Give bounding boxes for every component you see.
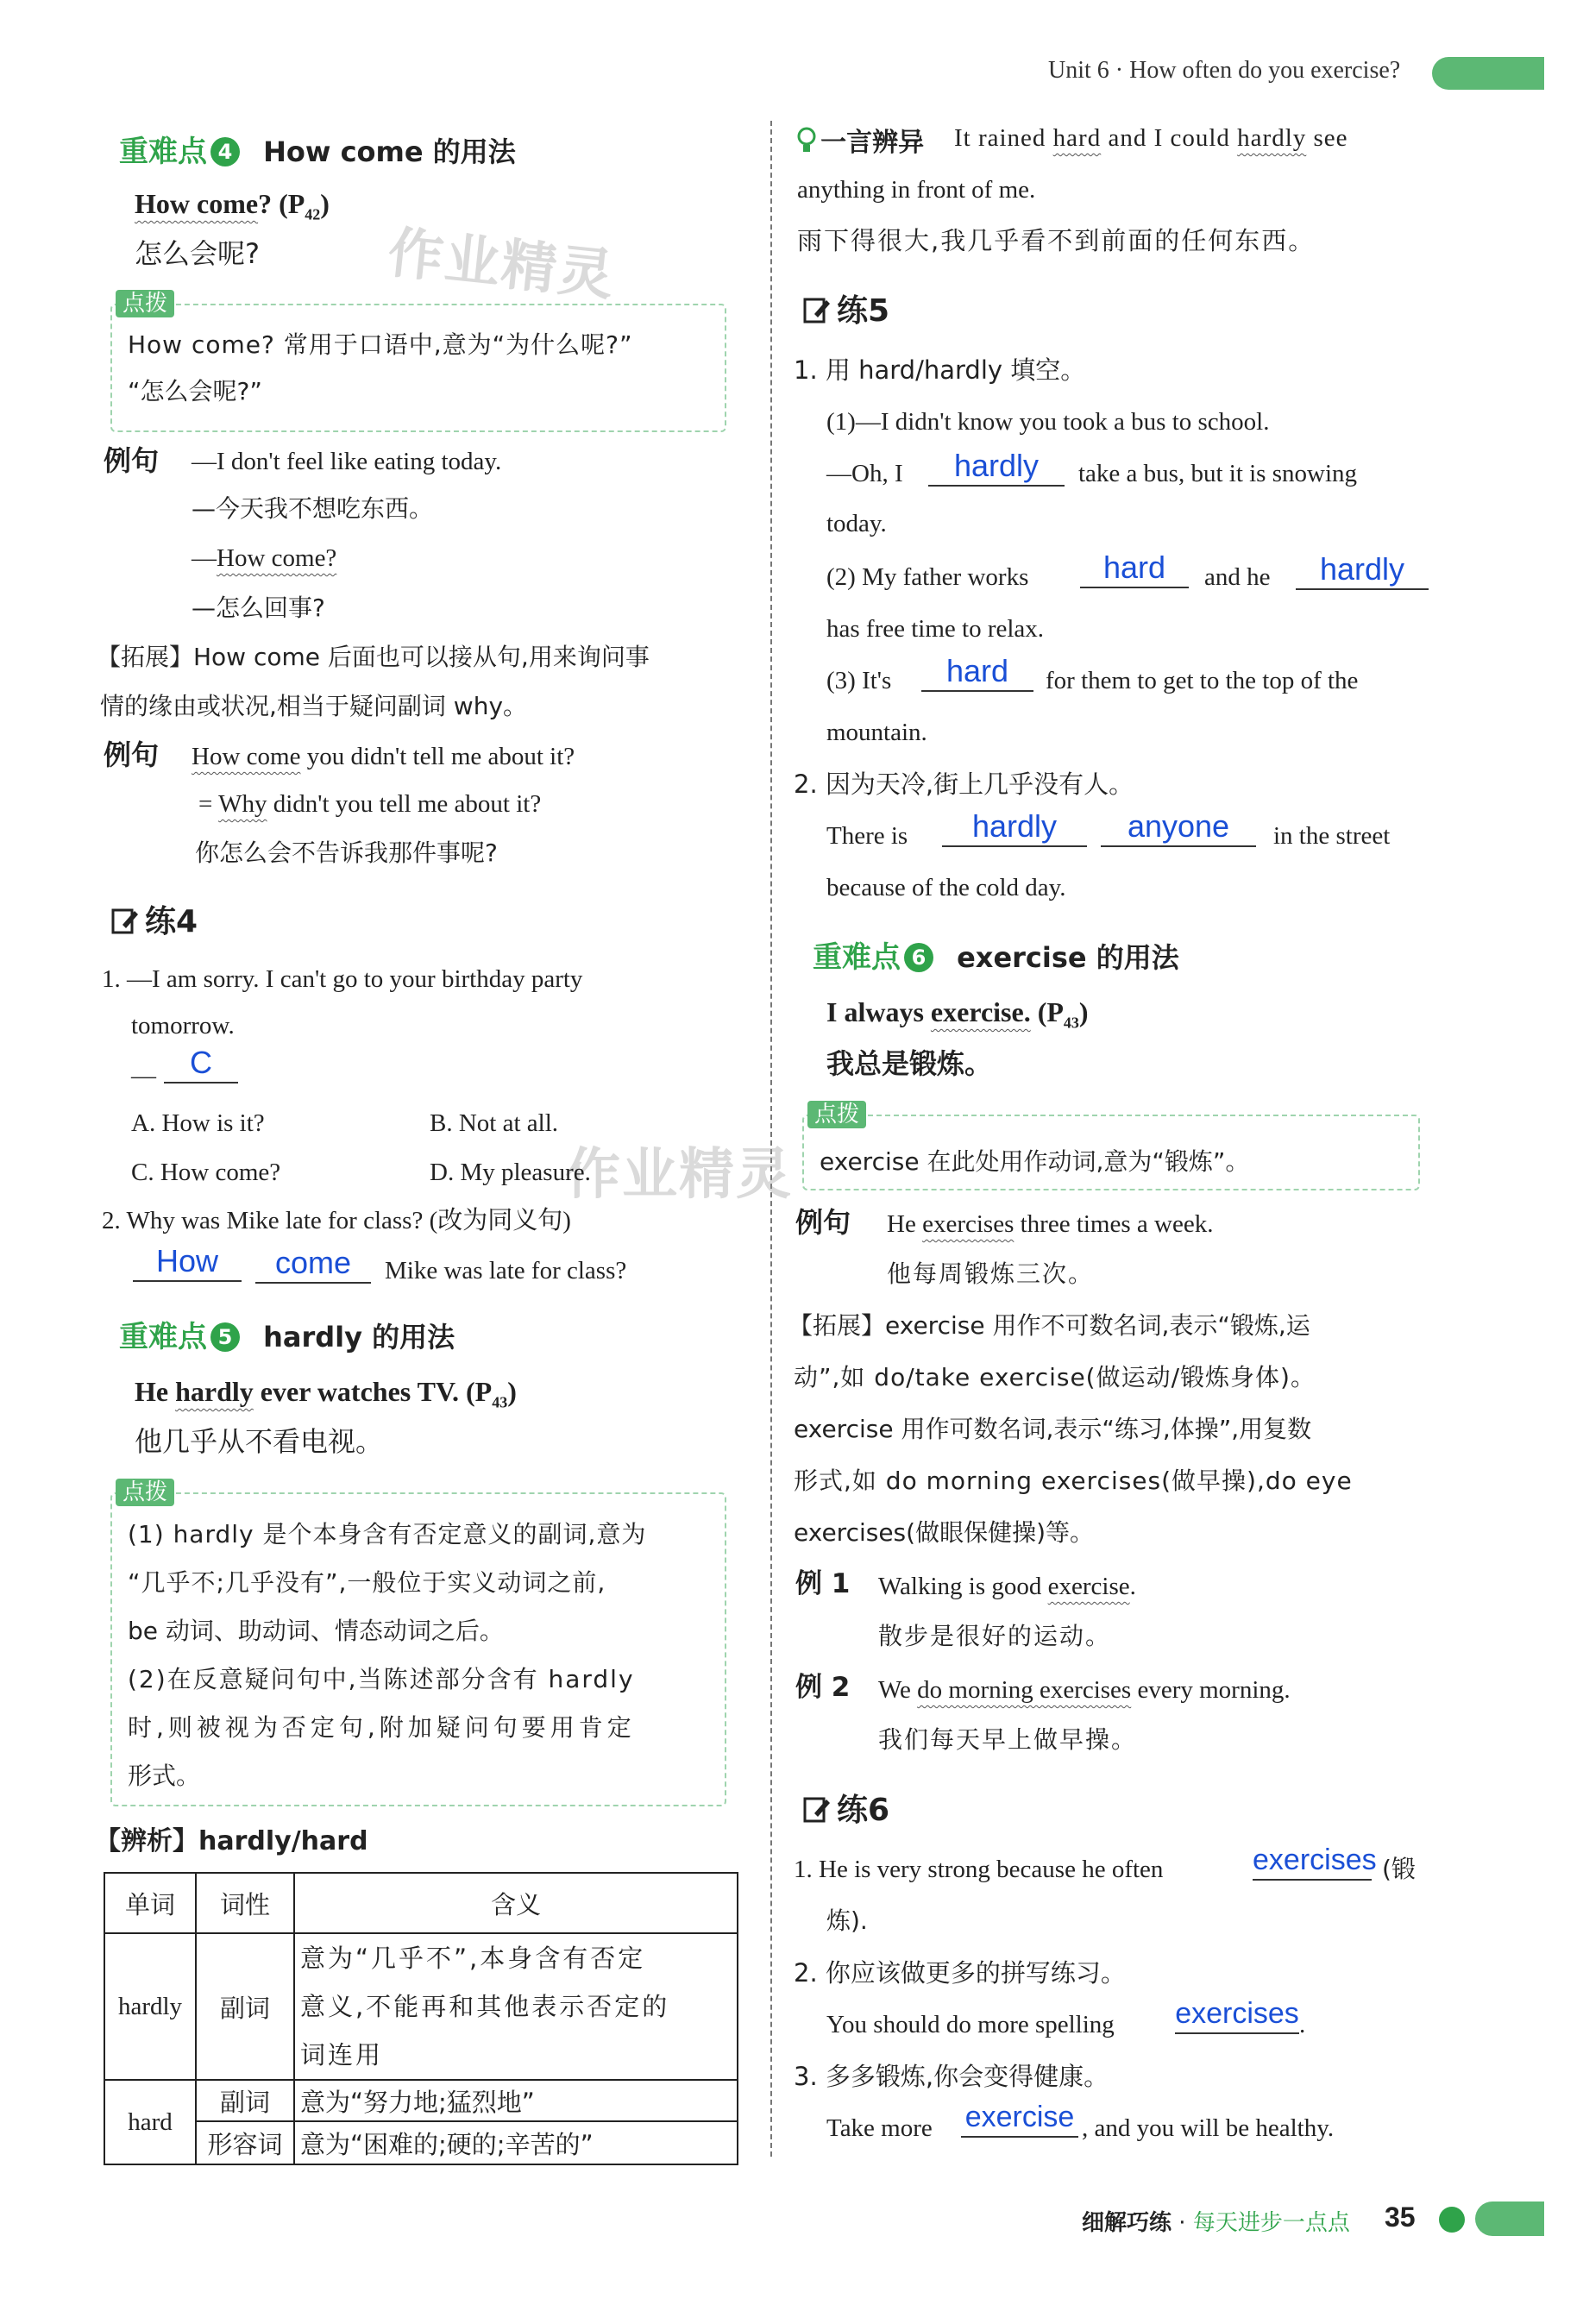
question-text: mountain. — [826, 719, 927, 746]
table-cell: 副词 — [196, 1933, 294, 2080]
answer-blank: exercise — [961, 2098, 1078, 2138]
key-point-6-heading — [813, 933, 1179, 976]
answer-blank: How — [133, 1242, 242, 1282]
key-point-title: exercise 的用法 — [957, 941, 1179, 974]
answer-blank: come — [255, 1244, 371, 1284]
example-line: = Why didn't you tell me about it? — [198, 790, 542, 818]
header-green-bar — [1432, 57, 1544, 90]
question-text: tomorrow. — [131, 1012, 235, 1040]
question-text: Take more — [826, 2114, 933, 2142]
tip-text: 形式。 — [128, 1762, 201, 1790]
watermark: 作业精灵 — [565, 1143, 793, 1207]
tip-text: How come? 常用于口语中,意为“为什么呢?” — [128, 330, 633, 359]
phrase-translation: 怎么会呢? — [135, 237, 260, 270]
question-text: 1. 用 hard/hardly 填空。 — [794, 355, 1086, 385]
table-cell: 意为“困难的;硬的;辛苦的” — [294, 2121, 738, 2164]
answer-blank: hardly — [1296, 550, 1429, 590]
phrase-translation: 他几乎从不看电视。 — [135, 1425, 384, 1458]
question-text: today. — [826, 510, 887, 537]
question-text: (1)—I didn't know you took a bus to school. — [826, 408, 1270, 436]
pencil-icon — [802, 295, 832, 324]
answer-blank: exercises — [1175, 1994, 1299, 2034]
question-text: and he — [1204, 563, 1271, 591]
tip-text: be 动词、助动词、情态动词之后。 — [128, 1617, 504, 1645]
extension-text: 【拓展】exercise 用作不可数名词,表示“锻炼,运 — [788, 1311, 1310, 1340]
table-cell: 意为“几乎不”,本身含有否定 意义,不能再和其他表示否定的 词连用 — [294, 1933, 738, 2080]
table-header: 含义 — [294, 1873, 738, 1933]
question-text: take a bus, but it is snowing — [1078, 460, 1358, 487]
question-text: 2. 你应该做更多的拼写练习。 — [794, 1958, 1126, 1988]
tip-tag: 点拨 — [116, 290, 174, 317]
comparison-table — [104, 1872, 738, 2165]
question-text: 2. Why was Mike late for class? (改为同义句) — [102, 1207, 571, 1234]
tip-box — [110, 304, 726, 432]
example-line: —I don't feel like eating today. — [192, 448, 502, 475]
question-text: in the street — [1273, 822, 1391, 850]
example-line: We do morning exercises every morning. — [878, 1676, 1291, 1704]
key-point-title: How come 的用法 — [263, 135, 516, 168]
footer: 细解巧练 · 每天进步一点点 — [1082, 2210, 1350, 2236]
extension-text: 情的缘由或状况,相当于疑问副词 why。 — [100, 692, 528, 720]
comparison-title: 【辨析】hardly/hard — [95, 1826, 368, 1856]
tip-text: exercise 在此处用作动词,意为“锻炼”。 — [820, 1147, 1250, 1176]
question-text: There is — [826, 822, 908, 850]
footer-green-bar — [1475, 2202, 1544, 2236]
key-point-tag: 重难点 — [813, 940, 901, 975]
table-cell: hardly — [104, 1933, 196, 2080]
question-text: because of the cold day. — [826, 874, 1066, 901]
key-point-number: 4 — [210, 137, 240, 166]
question-text: . — [1299, 2011, 1306, 2038]
question-text: 炼). — [826, 1906, 868, 1935]
tip-text: “怎么会呢?” — [128, 377, 262, 405]
watermark: 作业精灵 — [385, 221, 619, 309]
example-line: —今天我不想吃东西。 — [192, 494, 434, 523]
extension-text: 形式,如 do morning exercises(做早操),do eye — [794, 1467, 1353, 1495]
question-text: for them to get to the top of the — [1046, 667, 1359, 694]
example-label: 例句 — [795, 1206, 851, 1239]
tip-text: (2)在反意疑问句中,当陈述部分含有 hardly — [128, 1665, 635, 1693]
example-line: 你怎么会不告诉我那件事呢? — [195, 839, 498, 867]
tip-text: (1) hardly 是个本身含有否定意义的副词,意为 — [128, 1520, 647, 1548]
key-point-4-heading — [119, 128, 516, 170]
key-point-tag: 重难点 — [119, 1320, 207, 1354]
table-header: 词性 — [196, 1873, 294, 1933]
option-d: D. My pleasure. — [430, 1159, 591, 1186]
question-text: You should do more spelling — [826, 2011, 1115, 2038]
exercise-5-title: 练5 — [802, 286, 889, 330]
answer-blank: hardly — [942, 807, 1087, 847]
example-label: 例句 — [104, 444, 160, 477]
exercise-4-title: 练4 — [110, 897, 198, 941]
question-text: 2. 因为天冷,街上几乎没有人。 — [794, 769, 1134, 799]
question-text: 1. He is very strong because he often — [794, 1856, 1164, 1883]
key-point-5-heading — [119, 1313, 455, 1355]
phrase-how-come: How come? $(P_{42})$ — [135, 188, 330, 223]
table-cell: 副词 — [196, 2080, 294, 2121]
example-line: 散步是很好的运动。 — [878, 1622, 1112, 1650]
answer-blank: hardly — [928, 447, 1065, 487]
one-line-distinction: 一言辨异 — [797, 121, 924, 159]
key-point-title: hardly 的用法 — [263, 1321, 455, 1354]
example-line: —怎么回事? — [192, 594, 325, 622]
example-label: 例 2 — [795, 1672, 851, 1703]
phrase-exercise: I always exercise. $(P_{43})$ — [826, 996, 1089, 1032]
distinction-sentence: It rained hard and I could hardly see — [954, 124, 1348, 152]
question-text: 3. 多多锻炼,你会变得健康。 — [794, 2062, 1109, 2091]
key-point-number: 5 — [210, 1322, 240, 1352]
pencil-icon — [802, 1794, 832, 1824]
example-line: —How come? — [192, 544, 337, 572]
answer-blank: hard — [1080, 549, 1189, 588]
example-line: He exercises three times a week. — [887, 1210, 1214, 1238]
tip-tag: 点拨 — [116, 1479, 174, 1506]
distinction-sentence: anything in front of me. — [797, 176, 1036, 204]
extension-text: exercises(做眼保健操)等。 — [794, 1518, 1094, 1547]
extension-text: exercise 用作可数名词,表示“练习,体操”,用复数 — [794, 1415, 1312, 1443]
option-b: B. Not at all. — [430, 1109, 559, 1137]
lightbulb-icon — [797, 127, 816, 156]
table-cell: 形容词 — [196, 2121, 294, 2164]
option-c: C. How come? — [131, 1159, 281, 1186]
unit-title: Unit 6 · How often do you exercise? — [1048, 57, 1401, 84]
answer-blank: anyone — [1101, 807, 1256, 847]
pencil-icon — [110, 906, 140, 935]
distinction-translation: 雨下得很大,我几乎看不到前面的任何东西。 — [797, 226, 1316, 255]
tip-tag: 点拨 — [807, 1101, 866, 1128]
table-cell: hard — [104, 2080, 196, 2164]
question-text: (2) My father works — [826, 563, 1029, 591]
option-a: A. How is it? — [131, 1109, 265, 1137]
question-text: (锻 — [1382, 1855, 1416, 1883]
tip-text: “几乎不;几乎没有”,一般位于实义动词之前, — [128, 1568, 606, 1597]
example-label: 例 1 — [795, 1568, 851, 1599]
extension-text: 动”,如 do/take exercise(做运动/锻炼身体)。 — [794, 1363, 1316, 1391]
answer-blank: hard — [921, 652, 1033, 692]
extension-text: 【拓展】How come 后面也可以接从句,用来询问事 — [97, 643, 650, 671]
question-text: —Oh, I — [826, 460, 903, 487]
table-cell: 意为“努力地;猛烈地” — [294, 2080, 738, 2121]
footer-dot — [1439, 2207, 1465, 2233]
example-line: 他每周锻炼三次。 — [887, 1259, 1095, 1288]
exercise-6-title: 练6 — [802, 1786, 889, 1830]
question-dash: — — [131, 1062, 156, 1090]
question-text: 1. —I am sorry. I can't go to your birthday party — [102, 965, 583, 993]
question-text: , and you will be healthy. — [1082, 2114, 1335, 2142]
answer-blank: C — [164, 1044, 238, 1083]
key-point-tag: 重难点 — [119, 135, 207, 169]
page-number: 35 — [1385, 2202, 1416, 2233]
question-text: has free time to relax. — [826, 615, 1045, 643]
table-header: 单词 — [104, 1873, 196, 1933]
example-line: How come you didn't tell me about it? — [192, 743, 575, 770]
question-text: Mike was late for class? — [385, 1257, 627, 1284]
example-label: 例句 — [104, 738, 160, 771]
answer-blank: exercises — [1253, 1841, 1372, 1881]
tip-text: 时,则被视为否定句,附加疑问句要用肯定 — [128, 1713, 636, 1742]
footer-brand: 细解巧练 — [1082, 2210, 1172, 2236]
phrase-translation: 我总是锻炼。 — [826, 1047, 993, 1080]
question-text: (3) It's — [826, 667, 892, 694]
phrase-hardly: He hardly ever watches TV. $(P_{43})$ — [135, 1376, 517, 1411]
footer-slogan: 每天进步一点点 — [1192, 2210, 1350, 2236]
example-line: Walking is good exercise. — [878, 1573, 1136, 1600]
key-point-number: 6 — [904, 943, 933, 972]
example-line: 我们每天早上做早操。 — [878, 1725, 1138, 1754]
